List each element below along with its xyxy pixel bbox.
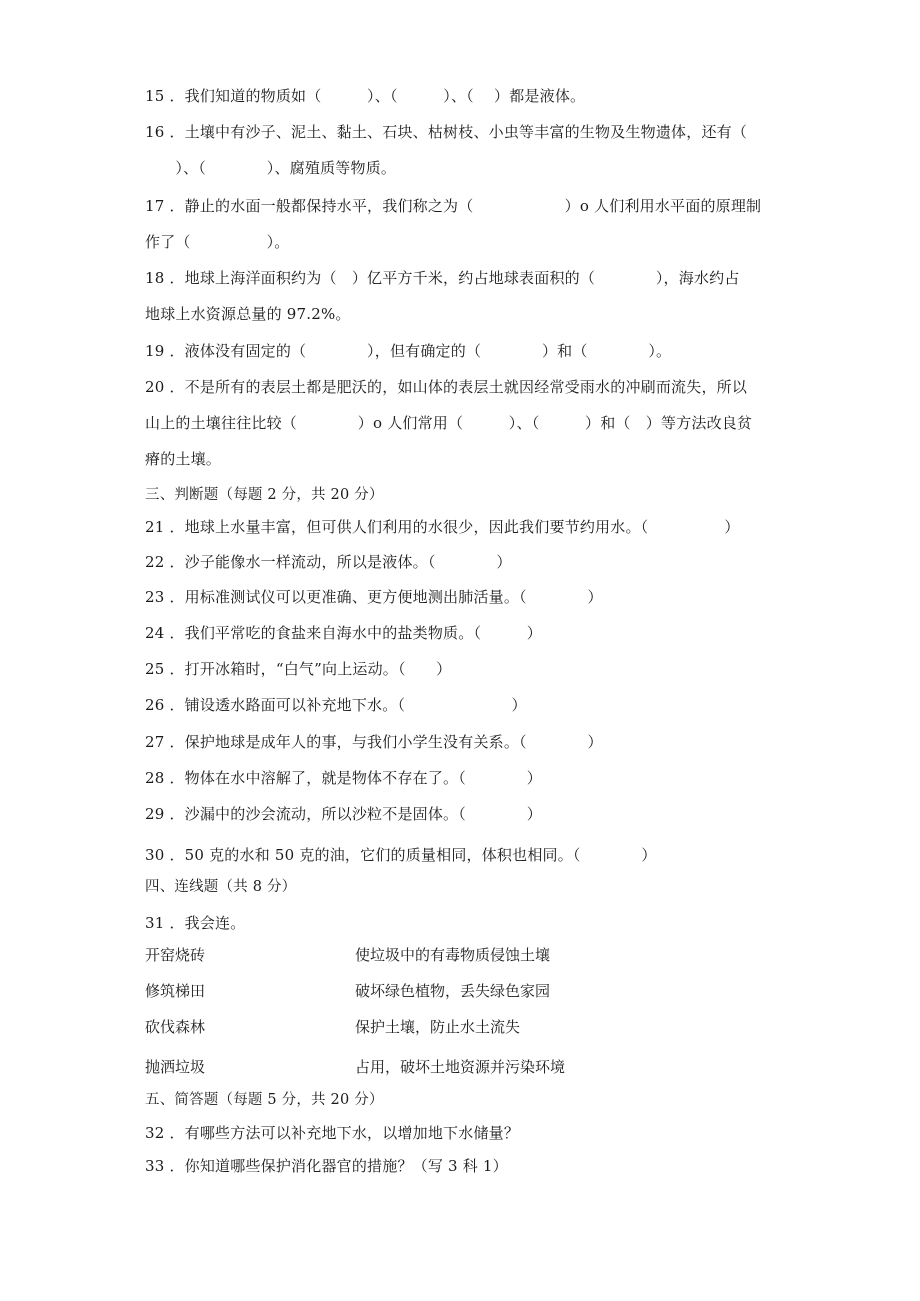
question-30: 30 ．50 克的水和 50 克的油，它们的质量相同，体积也相同。（ ） (145, 846, 657, 864)
match-left-item: 开窑烧砖 (145, 946, 206, 964)
question-33: 33 ．你知道哪些保护消化器官的措施？（写 3 科 1） (145, 1157, 508, 1175)
question-17-line-1: 17 ．静止的水面一般都保持水平，我们称之为（ ）o 人们利用水平面的原理制 (145, 197, 762, 215)
question-16-line-2: ）、（ ）、腐殖质等物质。 (145, 159, 397, 177)
question-20-line-2: 山上的土壤往往比较（ ）o 人们常用（ ）、（ ）和（ ）等方法改良贫 (145, 414, 753, 432)
question-18-line-2: 地球上水资源总量的 97.2%。 (145, 305, 351, 323)
question-26: 26 ．铺设透水路面可以补充地下水。（ ） (145, 696, 527, 714)
question-29: 29 ．沙漏中的沙会流动，所以沙粒不是固体。（ ） (145, 805, 542, 823)
question-22: 22 ．沙子能像水一样流动，所以是液体。（ ） (145, 553, 512, 571)
match-right-item: 保护土壤，防止水土流失 (355, 1018, 521, 1036)
question-21: 21 ．地球上水量丰富，但可供人们利用的水很少，因此我们要节约用水。（ ） (145, 518, 740, 536)
question-23: 23 ．用标准测试仪可以更准确、更方便地测出肺活量。（ ） (145, 588, 603, 606)
question-20-line-1: 20 ．不是所有的表层土都是肥沃的，如山体的表层土就因经常受雨水的冲刷而流失，所以 (145, 378, 748, 396)
question-27: 27 ．保护地球是成年人的事，与我们小学生没有关系。（ ） (145, 733, 603, 751)
question-31: 31 ．我会连。 (145, 914, 246, 932)
question-28: 28 ．物体在水中溶解了，就是物体不存在了。（ ） (145, 769, 542, 787)
question-19: 19 ．液体没有固定的（ ），但有确定的（ ）和（ ）。 (145, 342, 672, 360)
section-short-answer-heading: 五、简答题（每题 5 分，共 20 分） (145, 1092, 384, 1108)
match-left-item: 砍伐森林 (145, 1018, 206, 1036)
section-matching-heading: 四、连线题（共 8 分） (145, 879, 297, 895)
section-judgement-heading: 三、判断题（每题 2 分，共 20 分） (145, 487, 384, 503)
question-15: 15 ．我们知道的物质如（ ）、（ ）、（ ）都是液体。 (145, 87, 586, 105)
question-17-line-2: 作了（ ）。 (145, 233, 290, 251)
question-25: 25 ．打开冰箱时，“白气”向上运动。（ ） (145, 660, 452, 678)
question-18-line-1: 18 ．地球上海洋面积约为（ ）亿平方千米，约占地球表面积的（ ），海水约占 (145, 269, 740, 287)
question-16-line-1: 16 ．土壤中有沙子、泥土、黏土、石块、枯树枝、小虫等丰富的生物及生物遗体，还有（ (145, 123, 748, 141)
match-right-item: 破坏绿色植物，丢失绿色家园 (355, 982, 551, 1000)
question-20-line-3: 瘠的土壤。 (145, 450, 222, 468)
question-32: 32 ．有哪些方法可以补充地下水，以增加地下水储量？ (145, 1124, 520, 1142)
match-right-item: 占用，破坏土地资源并污染环境 (355, 1058, 566, 1076)
question-24: 24 ．我们平常吃的食盐来自海水中的盐类物质。（ ） (145, 624, 542, 642)
match-left-item: 抛洒垃圾 (145, 1058, 206, 1076)
match-left-item: 修筑梯田 (145, 982, 206, 1000)
match-right-item: 使垃圾中的有毒物质侵蚀土壤 (355, 946, 551, 964)
